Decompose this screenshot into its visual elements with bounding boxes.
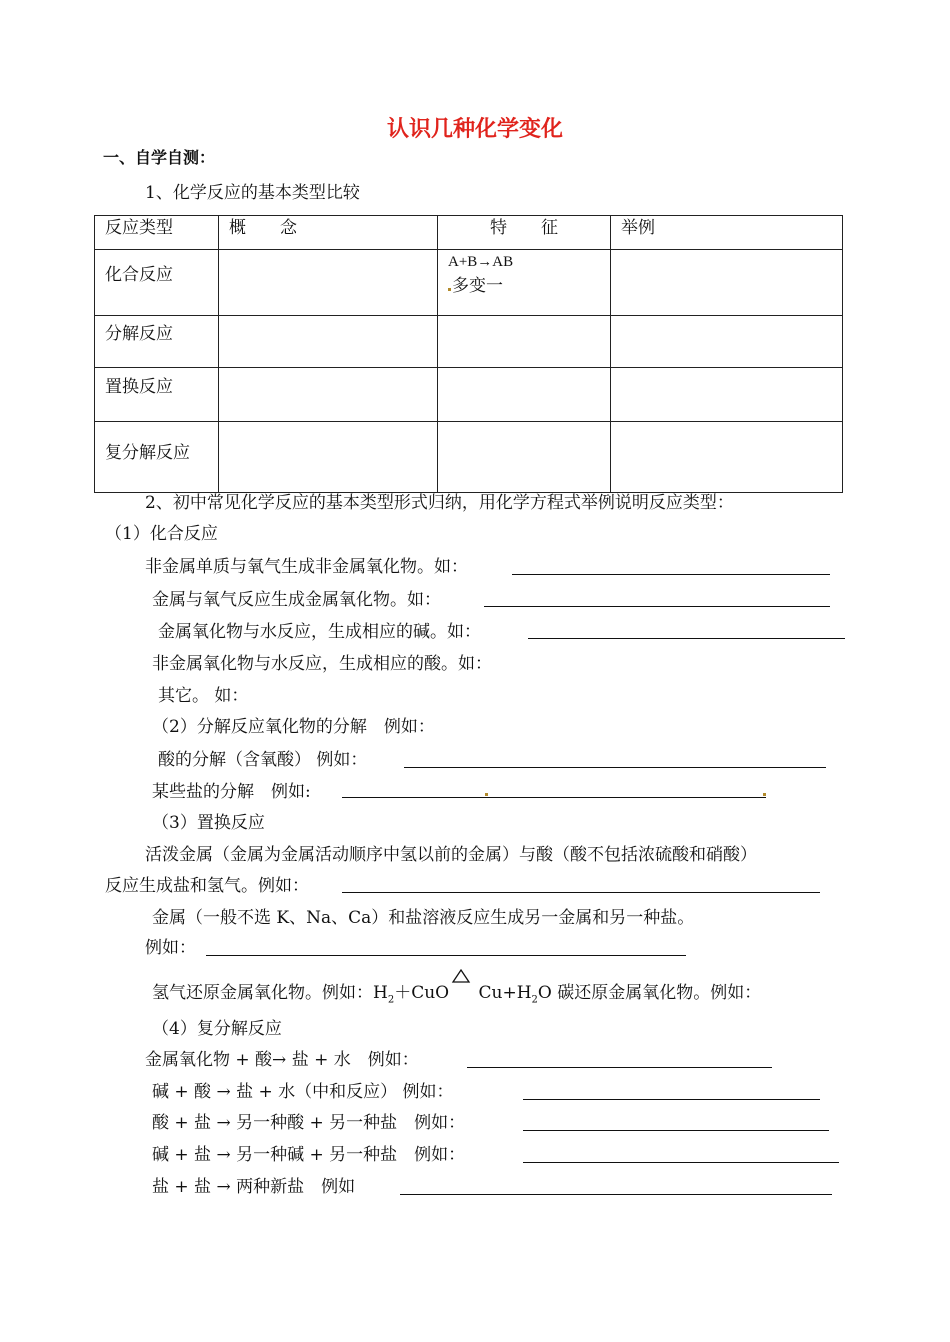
prompt-salt-hydrogen: 反应生成盐和氢气。例如： — [105, 876, 309, 896]
type-cell: 置换反应 — [95, 368, 219, 422]
header-cell: 概 念 — [219, 216, 438, 250]
subsection-double-displacement: （4）复分解反应 — [152, 1019, 282, 1039]
reaction-type-table — [94, 215, 843, 493]
table-row — [95, 422, 843, 493]
prompt-acid-decomposition: 酸的分解（含氧酸） 例如： — [158, 750, 368, 770]
prompt-base-acid: 碱 + 酸 → 盐 + 水（中和反应） 例如： — [152, 1082, 454, 1102]
table-row — [95, 250, 843, 316]
prompt-metal-oxide-acid: 金属氧化物 + 酸→ 盐 + 水 例如： — [145, 1050, 419, 1070]
prompt-nonmetal-oxide-water: 非金属氧化物与水反应，生成相应的酸。如： — [152, 654, 492, 674]
example-cell[interactable] — [611, 422, 843, 493]
answer-line[interactable] — [400, 1194, 832, 1195]
answer-line[interactable] — [528, 638, 845, 639]
header-cell: 举例 — [611, 216, 843, 250]
subsection-decomposition: （2）分解反应氧化物的分解 例如： — [152, 717, 435, 737]
feature-cell[interactable] — [438, 422, 611, 493]
prompt-hydrogen-reduction: 氢气还原金属氧化物。例如：$H_2+CuO$ $Cu+H_2O$ 碳还原金属氧化物。例如： — [152, 982, 761, 1005]
heat-triangle-icon — [449, 982, 473, 1000]
answer-line[interactable] — [523, 1099, 820, 1100]
concept-cell[interactable] — [219, 316, 438, 368]
type-cell: 化合反应 — [95, 250, 219, 316]
answer-line[interactable] — [523, 1130, 829, 1131]
type-cell: 复分解反应 — [95, 422, 219, 493]
answer-line[interactable] — [206, 955, 686, 956]
answer-line[interactable] — [404, 767, 826, 768]
ink-dot — [448, 288, 451, 291]
answer-line[interactable] — [523, 1162, 839, 1163]
feature-cell[interactable]: A+B→AB 多变一 — [438, 250, 611, 316]
prompt-salt-decomposition: 某些盐的分解 例如: — [152, 782, 311, 802]
concept-cell[interactable] — [219, 368, 438, 422]
concept-cell[interactable] — [219, 250, 438, 316]
question-2: 2、初中常见化学反应的基本类型形式归纳，用化学方程式举例说明反应类型： — [145, 493, 734, 513]
prompt-other: 其它。 如： — [158, 686, 249, 706]
answer-line[interactable] — [467, 1067, 772, 1068]
subsection-combination: （1）化合反应 — [105, 524, 218, 544]
subsection-displacement: （3）置换反应 — [152, 813, 265, 833]
table-row — [95, 368, 843, 422]
feature-cell[interactable] — [438, 368, 611, 422]
header-cell: 特 征 — [438, 216, 611, 250]
prompt-metal-oxygen: 金属与氧气反应生成金属氧化物。如： — [152, 590, 441, 610]
page-title: 认识几种化学变化 — [386, 117, 563, 142]
header-cell: 反应类型 — [95, 216, 219, 250]
table-header-row — [95, 216, 843, 250]
answer-line[interactable] — [484, 606, 830, 607]
example-cell[interactable] — [611, 250, 843, 316]
prompt-base-salt: 碱 + 盐 → 另一种碱 + 另一种盐 例如： — [152, 1145, 466, 1165]
type-cell: 分解反应 — [95, 316, 219, 368]
prompt-salt-salt: 盐 + 盐 → 两种新盐 例如 — [152, 1177, 356, 1197]
answer-line[interactable] — [512, 574, 830, 575]
ink-dot — [485, 793, 488, 796]
example-cell[interactable] — [611, 316, 843, 368]
ink-dot — [763, 793, 766, 796]
prompt-metal-oxide-water: 金属氧化物与水反应，生成相应的碱。如： — [158, 622, 481, 642]
prompt-example: 例如： — [145, 938, 196, 958]
table-row — [95, 316, 843, 368]
prompt-active-metal-acid: 活泼金属（金属为金属活动顺序中氢以前的金属）与酸（酸不包括浓硫酸和硝酸） — [145, 845, 757, 865]
question-1: 1、化学反应的基本类型比较 — [145, 183, 360, 203]
section-heading: 一、自学自测： — [103, 148, 216, 167]
concept-cell[interactable] — [219, 422, 438, 493]
prompt-nonmetal-oxygen: 非金属单质与氧气生成非金属氧化物。如： — [145, 557, 468, 577]
prompt-acid-salt: 酸 + 盐 → 另一种酸 + 另一种盐 例如： — [152, 1113, 466, 1133]
feature-cell[interactable] — [438, 316, 611, 368]
prompt-metal-salt-solution: 金属（一般不选 K、Na、Ca）和盐溶液反应生成另一金属和另一种盐。 — [152, 908, 695, 928]
answer-line[interactable] — [342, 892, 820, 893]
answer-line[interactable] — [342, 797, 766, 798]
example-cell[interactable] — [611, 368, 843, 422]
